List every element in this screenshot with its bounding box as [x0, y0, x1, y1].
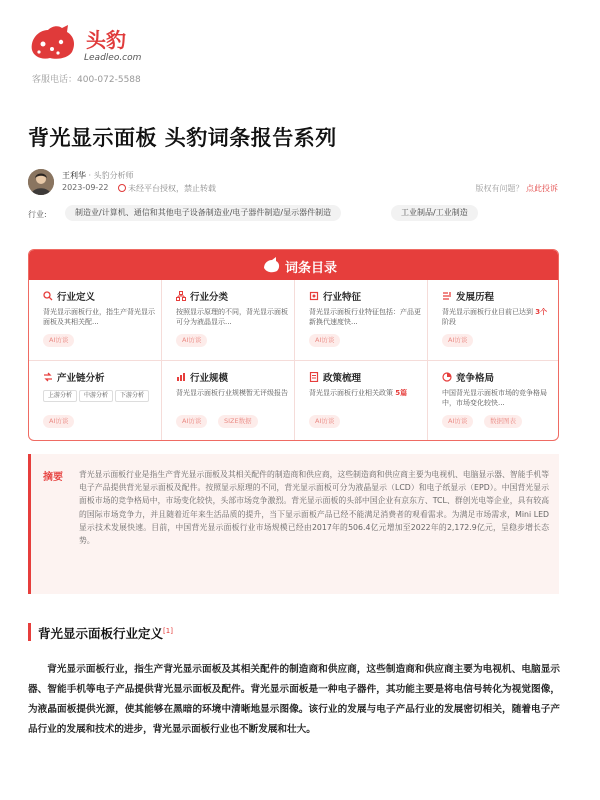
author-name[interactable]: 王利华 · 头豹分析师 [62, 171, 134, 180]
chain-icon [43, 372, 53, 382]
author-role: 头豹分析师 [93, 171, 134, 180]
ai-interview-chip[interactable]: AI访谈 [176, 415, 207, 428]
downstream-chip[interactable]: 下游分析 [115, 390, 149, 402]
complaint-link[interactable]: 点此投诉 [526, 184, 558, 193]
toc-item-chain[interactable] [29, 361, 161, 441]
toc-item-name: 发展历程 [456, 292, 495, 303]
abstract-box [28, 454, 559, 594]
ai-interview-chip[interactable]: AI访谈 [442, 334, 473, 347]
toc-item-name: 行业定义 [57, 292, 96, 303]
history-icon [442, 291, 452, 301]
brand-site: Leadleo.com [84, 53, 142, 63]
industry-label: 行业: [28, 210, 47, 219]
brand-header [28, 20, 328, 90]
page-title: 背光显示面板 头豹词条报告系列 [28, 126, 337, 150]
ai-interview-chip[interactable]: AI访谈 [43, 334, 74, 347]
leopard-icon [263, 256, 281, 274]
reference-link[interactable]: [1] [163, 626, 173, 635]
avatar [28, 169, 54, 195]
toc-item-name: 产业链分析 [57, 373, 105, 384]
toc-item-desc: 背光显示面板行业相关政策 5篇 [309, 389, 408, 397]
section-title-text: 背光显示面板行业定义 [38, 626, 164, 641]
policy-icon [309, 372, 319, 382]
toc-item-name: 行业特征 [323, 292, 362, 303]
toc-item-desc: 按照显示原理的不同，背光显示面板可分为液晶显示... [176, 308, 288, 326]
leopard-logo-icon [28, 22, 78, 62]
toc-item-desc: 背光显示面板行业，指生产背光显示面板及其相关配... [43, 308, 155, 326]
toc-item-history[interactable] [428, 280, 559, 360]
toc-item-competition[interactable] [428, 361, 559, 441]
toc-item-name: 政策梳理 [323, 373, 362, 384]
prohibited-icon [118, 184, 126, 192]
toc-item-desc: 背光显示面板行业目前已达到 3个阶段 [442, 308, 548, 326]
competition-icon [442, 372, 452, 382]
copyright-notice [118, 183, 216, 194]
ai-interview-chip[interactable]: AI访谈 [309, 415, 340, 428]
toc-panel [28, 249, 559, 441]
ai-interview-chip[interactable]: AI访谈 [442, 415, 473, 428]
toc-item-scale[interactable] [162, 361, 294, 441]
scale-icon [176, 372, 186, 382]
toc-item-name: 竞争格局 [456, 373, 495, 384]
upstream-chip[interactable]: 上游分析 [43, 390, 77, 402]
toc-title: 词条目录 [285, 261, 338, 276]
complaint-prefix: 版权有问题？ [475, 184, 524, 193]
section-paragraph: 背光显示面板行业，指生产背光显示面板及其相关配件的制造商和供应商，这些制造商和供应商主要为电视机、电脑显示器、智能手机等电子产品提供背光显示面板及配件。背光显示面板是一种电子器件，其功能主要是将电信号转化为视觉图像，为液晶面板提供光源，使其能够在黑暗的环境中清晰地显示图像。该行业的发展与电子产品行业的发展密切相关，随着电子产品行业的发展和技术的进步，背光显示面板行业也不断发展和壮大。 [28, 664, 560, 735]
abstract-text: 背光显示面板行业是指生产背光显示面板及其相关配件的制造商和供应商，这些制造商和供应商主要为电视机、电脑显示器、智能手机等电子产品提供背光显示面板及配件。按照显示原理的不同，背光显示面板可分为液晶显示（LCD）和电子纸显示（EPD）。中国背光显示面板市场的竞争格局中，市场变化较快，头部市场竞争激烈。背光显示面板的头部中国企业有京东方、TCL、群创光电等企业，具有较高的国际市场竞争力，并且随着近年来生活品质的提升，当下显示面板产品已经不能满足消费者的观看需求。为满足市场需求，Mini LED显示技术发展快速。目前，中国背光显示面板行业市场规模已经由2017年的506.4亿元增加至2022年的2,172.9亿元，呈稳步增长态势。 [79, 470, 549, 546]
ai-interview-chip[interactable]: AI访谈 [309, 334, 340, 347]
section-marker [28, 623, 31, 641]
author-name-text[interactable]: 王利华 [62, 171, 86, 180]
section-title [38, 624, 173, 642]
complaint [475, 183, 558, 194]
toc-item-policy[interactable] [295, 361, 427, 441]
brand-name: 头豹 [86, 28, 126, 52]
definition-icon [43, 291, 53, 301]
industry-tag[interactable]: 制造业/计算机、通信和其他电子设备制造业/电子器件制造/显示器件制造 [65, 205, 341, 221]
notice-text: 未经平台授权，禁止转载 [128, 184, 216, 193]
data-chart-chip[interactable]: 数据图表 [484, 415, 522, 428]
feature-icon [309, 291, 319, 301]
publish-date: 2023-09-22 [62, 183, 109, 192]
classification-icon [176, 291, 186, 301]
midstream-chip[interactable]: 中游分析 [79, 390, 113, 402]
abstract-label: 摘要 [43, 472, 63, 483]
toc-item-desc: 背光显示面板行业规模暂无评级报告 [176, 389, 288, 397]
toc-item-features[interactable] [295, 280, 427, 360]
industry-tag[interactable]: 工业制品/工业制造 [391, 205, 478, 221]
toc-item-desc: 中国背光显示面板市场的竞争格局中，市场变化较快... [442, 389, 547, 407]
size-data-chip[interactable]: SIZE数据 [218, 415, 258, 428]
toc-item-name: 行业分类 [190, 292, 229, 303]
toc-header [29, 250, 558, 280]
ai-interview-chip[interactable]: AI访谈 [176, 334, 207, 347]
toc-item-name: 行业规模 [190, 373, 229, 384]
hotline: 客服电话：400-072-5588 [32, 75, 141, 85]
toc-item-definition[interactable] [29, 280, 161, 360]
toc-item-classification[interactable] [162, 280, 294, 360]
toc-item-desc: 背光显示面板行业特征包括：产品更新换代速度快... [309, 308, 421, 326]
ai-interview-chip[interactable]: AI访谈 [43, 415, 74, 428]
